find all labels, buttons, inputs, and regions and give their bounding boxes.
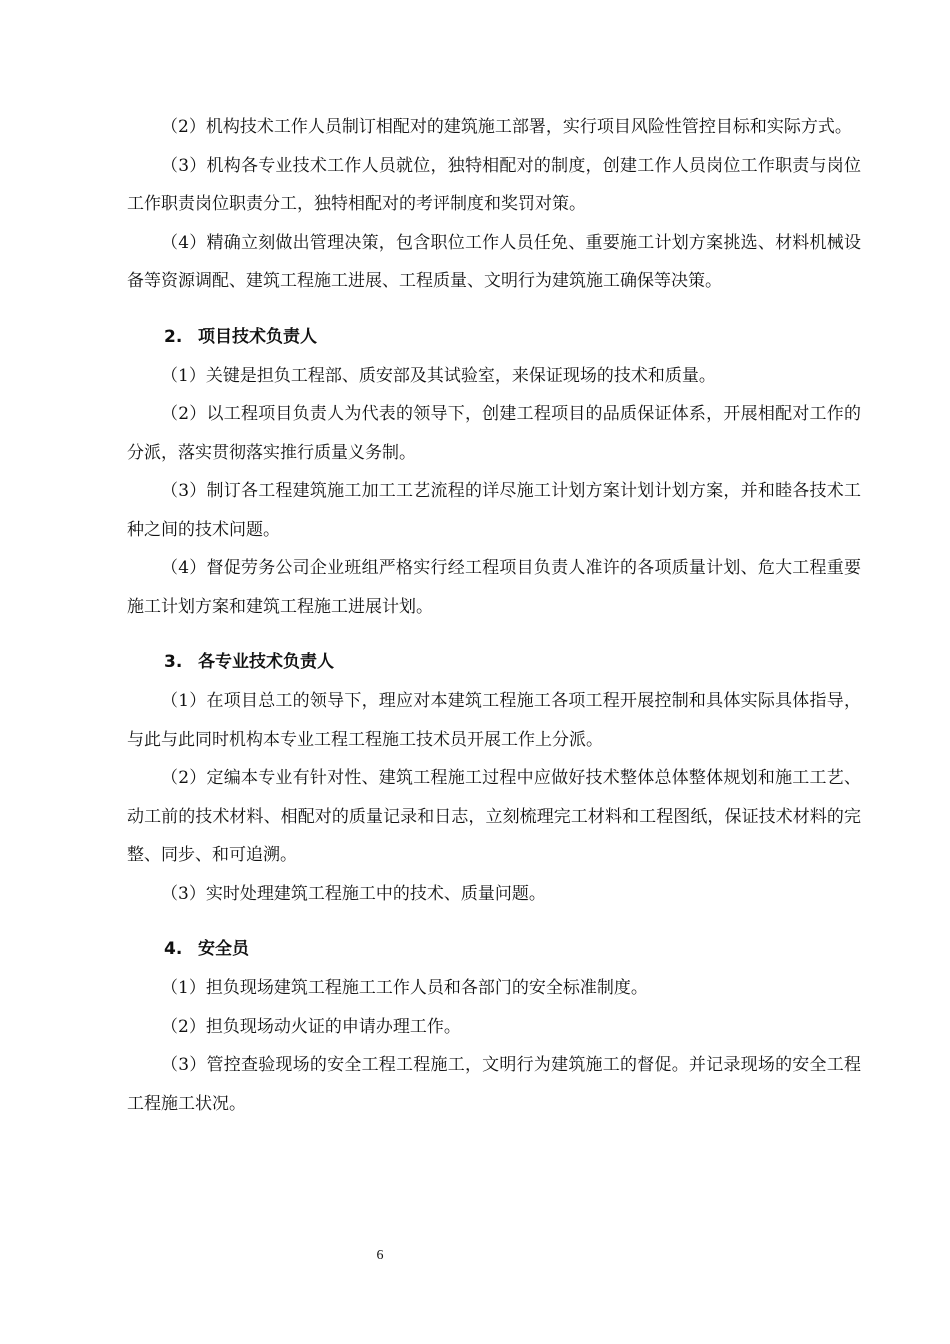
paragraph: （2）以工程项目负责人为代表的领导下，创建工程项目的品质保证体系，开展相配对工作的分派，落实贯彻落实推行质量义务制。 xyxy=(127,404,861,463)
section-number: 2. xyxy=(164,326,183,347)
paragraph: （3）实时处理建筑工程施工中的技术、质量问题。 xyxy=(161,883,546,904)
section-number: 3. xyxy=(164,652,183,672)
paragraph: （2）定编本专业有针对性、建筑工程施工过程中应做好技术整体总体整体规划和施工工艺、动工前的技术材料、相配对的质量记录和日志，立刻梳理完工材料和工程图纸，保证技术材料的完整、同步、和可追溯。 xyxy=(127,768,861,865)
section-heading xyxy=(127,324,861,350)
paragraph: （2）机构技术工作人员制订相配对的建筑施工部署，实行项目风险性管控目标和实际方式。 xyxy=(161,117,852,137)
section-title: 项目技术负责人 xyxy=(198,326,317,347)
paragraph: （1）担负现场建筑工程施工工作人员和各部门的安全标准制度。 xyxy=(161,978,648,998)
section-heading xyxy=(127,649,861,675)
section-heading xyxy=(127,936,861,962)
document-body xyxy=(127,108,861,1123)
paragraph: （4）督促劳务公司企业班组严格实行经工程项目负责人准许的各项质量计划、危大工程重要施工计划方案和建筑工程施工进展计划。 xyxy=(127,558,861,617)
paragraph: （1）在项目总工的领导下，理应对本建筑工程施工各项工程开展控制和具体实际具体指导，与此与此同时机构本专业工程工程施工技术员开展工作上分派。 xyxy=(127,691,861,750)
paragraph: （2）担负现场动火证的申请办理工作。 xyxy=(161,1016,461,1037)
paragraph: （1）关键是担负工程部、质安部及其试验室，来保证现场的技术和质量。 xyxy=(161,365,716,386)
section-title: 各专业技术负责人 xyxy=(198,652,334,672)
page-number: 6 xyxy=(376,1248,384,1263)
paragraph: （4）精确立刻做出管理决策，包含职位工作人员任免、重要施工计划方案挑选、材料机械设备等资源调配、建筑工程施工进展、工程质量、文明行为建筑施工确保等决策。 xyxy=(127,232,861,291)
paragraph: （3）机构各专业技术工作人员就位，独特相配对的制度，创建工作人员岗位工作职责与岗位工作职责岗位职责分工，独特相配对的考评制度和奖罚对策。 xyxy=(127,155,861,214)
section-number: 4. xyxy=(164,939,183,959)
paragraph: （3）管控查验现场的安全工程工程施工，文明行为建筑施工的督促。并记录现场的安全工程工程施工状况。 xyxy=(127,1055,861,1114)
section-title: 安全员 xyxy=(198,939,249,959)
paragraph: （3）制订各工程建筑施工加工工艺流程的详尽施工计划方案计划计划方案，并和睦各技术工种之间的技术问题。 xyxy=(127,481,861,540)
